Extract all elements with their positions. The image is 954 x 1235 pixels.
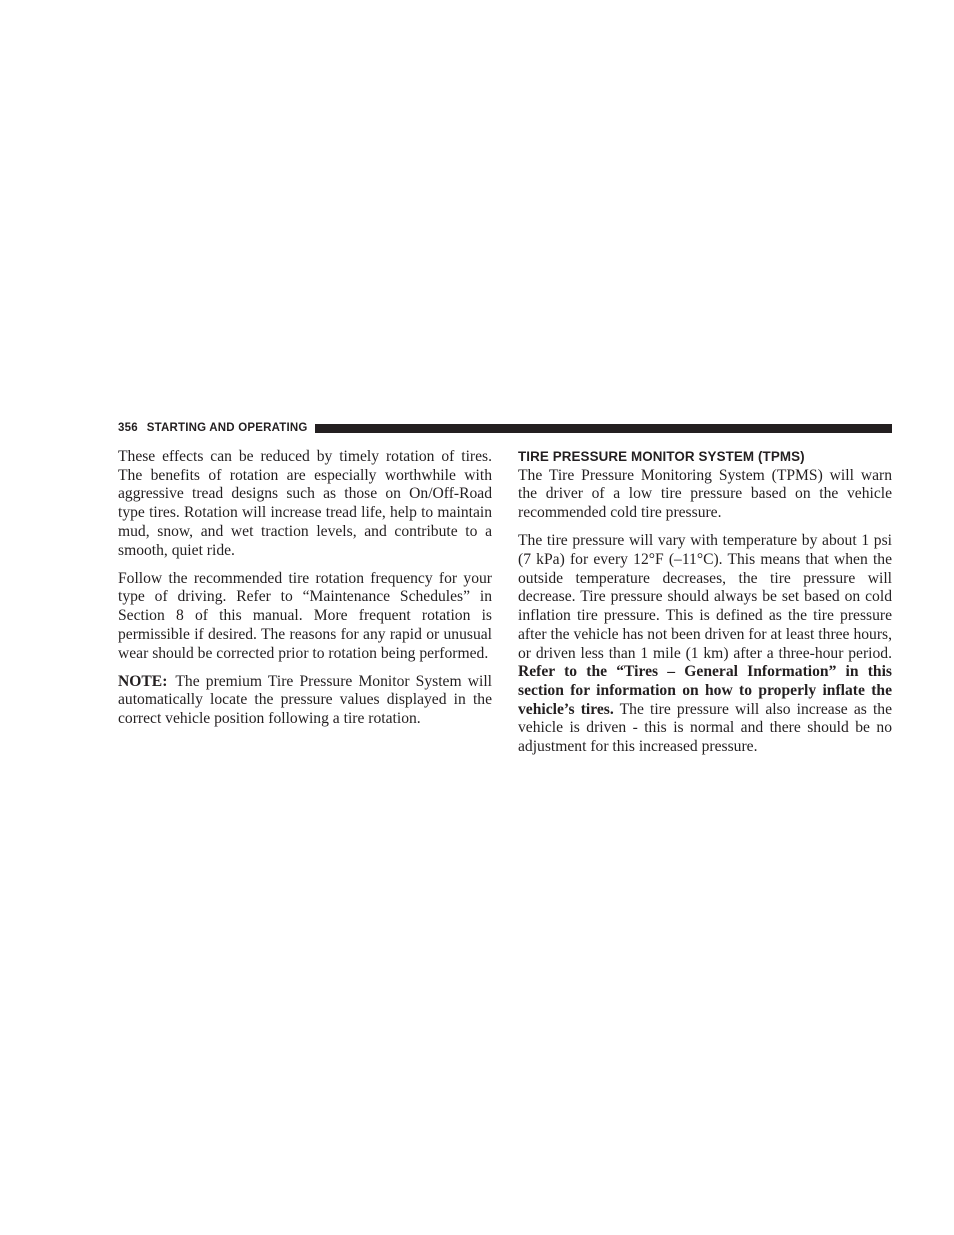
temperature-paragraph (518, 532, 892, 756)
right-column (518, 448, 892, 766)
cross-reference: Refer to the “Tires – General Information” in this section for information on how to properly inflate the vehicle’s tires. (518, 663, 892, 718)
note-paragraph (118, 673, 492, 729)
section-name: STARTING AND OPERATING (146, 422, 308, 434)
note-label: NOTE: (118, 672, 168, 690)
header-rule (315, 424, 892, 433)
temperature-text: The tire pressure will vary with temperature by about 1 psi (7 kPa) for every 12°F (–11°C). This means that when the outside temperature decreases, the tire pressure will decrease. Tire pressure should always be set based on cold inflation tire pressure. This is defined as the tire pressure after the vehicle has not been driven for at least three hours, or driven less than 1 mile (1 km) after a three-hour period. (518, 532, 892, 662)
rotation-frequency-paragraph: Follow the recommended tire rotation frequency for your type of driving. Refer to “Maintenance Schedules” in Section 8 of this manual. More frequent rotation is permissible if desired. The reasons for any rapid or unusual wear should be corrected prior to rotation being performed. (118, 569, 492, 662)
temperature-text-end: The tire pressure will also increase as the vehicle is driven - this is normal and there should be no adjustment for this increased pressure. (518, 700, 892, 756)
page-number: 356 (118, 422, 138, 434)
page-header (118, 419, 892, 437)
left-column (118, 448, 492, 738)
section-title: TIRE PRESSURE MONITOR SYSTEM (TPMS) (518, 449, 805, 464)
rotation-benefits-paragraph: These effects can be reduced by timely rotation of tires. The benefits of rotation are especially worthwhile with aggressive tread designs such as those on On/Off-Road type tires. Rotation will increase tread life, help to maintain mud, snow, and wet traction levels, and contribute to a smooth, quiet ride. (118, 448, 492, 559)
note-text: The premium Tire Pressure Monitor System will automatically locate the pressure values displayed in the correct vehicle position following a tire rotation. (118, 672, 492, 728)
tpms-intro-paragraph: The Tire Pressure Monitoring System (TPMS) will warn the driver of a low tire pressure based on the vehicle recommended cold tire pressure. (518, 466, 892, 522)
